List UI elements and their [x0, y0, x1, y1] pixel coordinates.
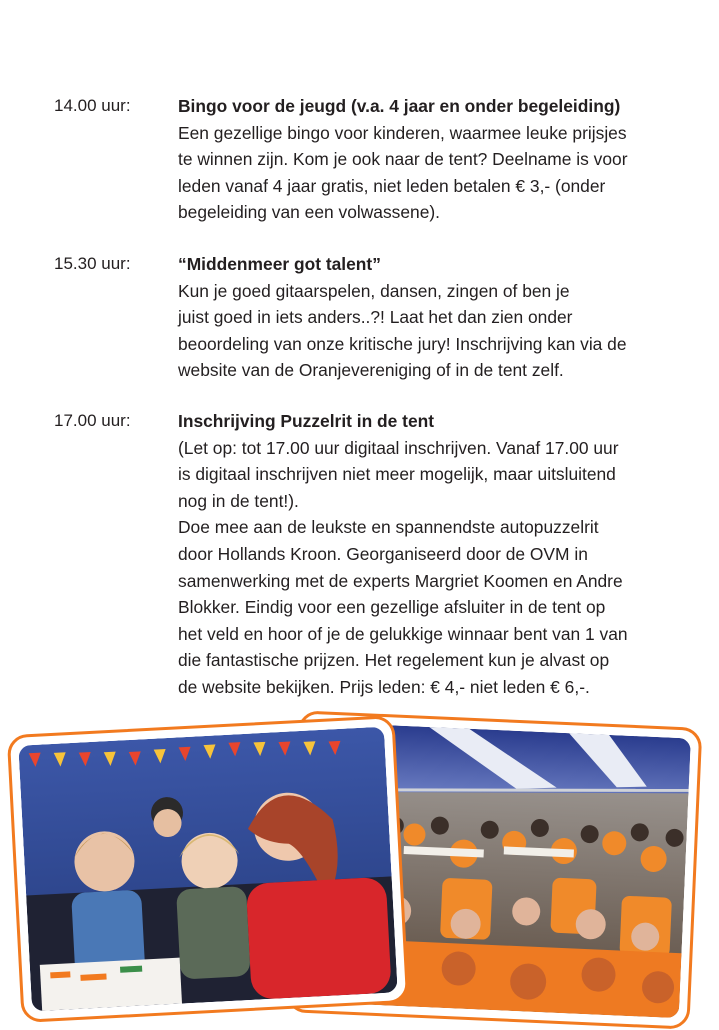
facepaint-photo-frame [7, 715, 410, 1023]
description-line: Een gezellige bingo voor kinderen, waarmee leuke prijsjes [178, 122, 627, 143]
description-line: begeleiding van een volwassene). [178, 202, 441, 223]
entry-time: 15.30 uur: [54, 254, 131, 273]
entry-description [178, 278, 627, 384]
entry-time: 14.00 uur: [54, 96, 131, 115]
description-line: nog in de tent!). [178, 490, 299, 511]
entry-description [178, 435, 628, 701]
description-line: te winnen zijn. Kom je ook naar de tent? Deelname is voor [178, 149, 628, 170]
entry-title: Inschrijving Puzzelrit in de tent [178, 411, 435, 431]
description-line: (Let op: tot 17.00 uur digitaal inschrijven. Vanaf 17.00 uur [178, 437, 619, 458]
entry-description [178, 120, 628, 226]
description-line: samenwerking met de experts Margriet Koomen en Andre [178, 570, 623, 591]
entry-title: “Middenmeer got talent” [178, 254, 381, 274]
description-line: leden vanaf 4 jaar gratis, niet leden betalen € 3,- (onder [178, 175, 606, 196]
photo-collage [0, 705, 719, 1024]
description-line: Blokker. Eindig voor een gezellige afsluiter in de tent op [178, 597, 606, 618]
entry-time: 17.00 uur: [54, 411, 131, 430]
description-line: juist goed in iets anders..?! Laat het dan zien onder [178, 307, 573, 328]
description-line: Kun je goed gitaarspelen, dansen, zingen of ben je [178, 280, 570, 301]
description-line: is digitaal inschrijven niet meer mogelijk, maar uitsluitend [178, 464, 616, 485]
entry-title: Bingo voor de jeugd (v.a. 4 jaar en onder begeleiding) [178, 96, 621, 116]
description-line: het veld en hoor of je de gelukkige winnaar bent van 1 van [178, 623, 628, 644]
description-line: beoordeling van onze kritische jury! Inschrijving kan via de [178, 333, 627, 354]
description-line: website van de Oranjevereniging of in de tent zelf. [178, 360, 564, 381]
description-line: die fantastische prijzen. Het regelement kun je alvast op [178, 650, 610, 671]
description-line: de website bekijken. Prijs leden: € 4,- niet leden € 6,-. [178, 676, 590, 697]
description-line: door Hollands Kroon. Georganiseerd door de OVM in [178, 543, 588, 564]
facepaint-photo [18, 727, 397, 1012]
description-line: Doe mee aan de leukste en spannendste autopuzzelrit [178, 517, 599, 538]
